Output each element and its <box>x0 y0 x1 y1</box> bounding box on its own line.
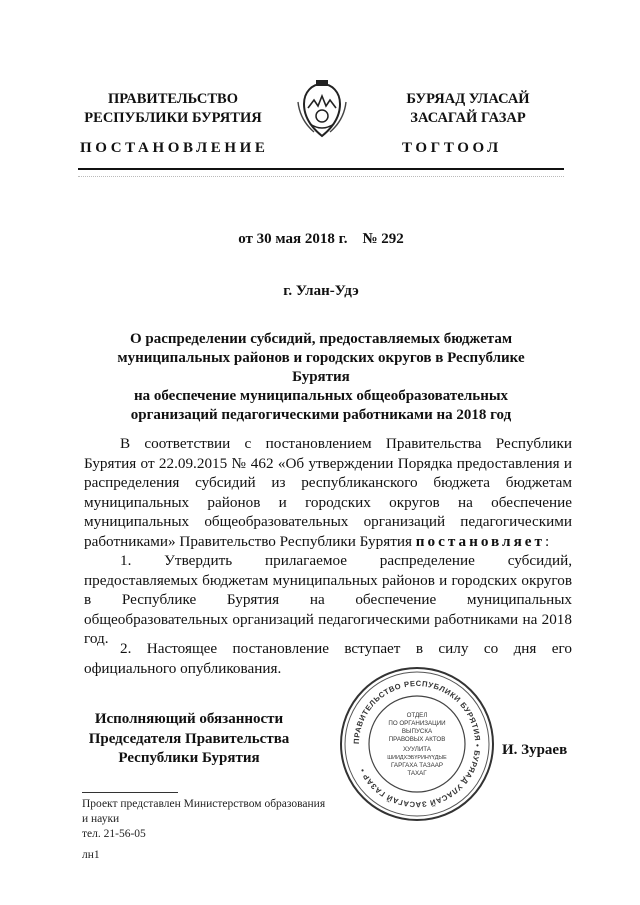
header-right-line2: ЗАСАГАЙ ГАЗАР <box>410 110 526 126</box>
footer-code: лн1 <box>82 849 100 861</box>
seal-center-4: ПРАВОВЫХ АКТОВ <box>388 736 446 743</box>
title-line2: муниципальных районов и городских округов в Республике Бурятия <box>117 350 525 385</box>
title-line1: О распределении субсидий, предоставляемых бюджетам <box>129 331 513 347</box>
footer-rule <box>82 792 178 793</box>
decree-word: постановляет <box>415 532 545 550</box>
footer-line2: и науки <box>82 813 120 825</box>
header-left-line1: ПРАВИТЕЛЬСТВО <box>108 91 238 107</box>
doc-type-ru: ПОСТАНОВЛЕНИЕ <box>80 140 269 156</box>
official-seal-icon <box>338 665 496 823</box>
item-1-paragraph <box>84 551 572 649</box>
svg-text:ПРАВИТЕЛЬСТВО РЕСПУБЛИКИ БУРЯТ <box>352 679 482 809</box>
buryatia-coat-of-arms-icon <box>294 80 350 140</box>
header-right-line1: БУРЯАД УЛАСАЙ <box>406 91 530 107</box>
header-left-line2: РЕСПУБЛИКИ БУРЯТИЯ <box>84 110 262 126</box>
seal-center-2: ПО ОРГАНИЗАЦИИ <box>388 720 446 727</box>
signature-line2: Председателя Правительства <box>88 730 290 747</box>
signer-name: И. Зураев <box>502 742 568 758</box>
date-number: от 30 мая 2018 г. № 292 <box>238 231 404 247</box>
seal-center-7: ГАРГАХА ТАЗААР <box>391 762 443 769</box>
city: г. Улан-Удэ <box>283 283 359 299</box>
footer-line1: Проект представлен Министерством образования <box>82 798 326 810</box>
signature-line3: Республики Бурятия <box>118 750 260 766</box>
doc-type-bua: ТОГТООЛ <box>402 140 502 156</box>
seal-center-3: ВЫПУСКА <box>401 728 433 735</box>
signature-block <box>78 710 300 769</box>
signature-line1: Исполняющий обязанности <box>94 711 284 727</box>
footer-phone: тел. 21-56-05 <box>82 828 146 840</box>
header-rule <box>78 168 564 170</box>
title-line4: организаций педагогическими работниками на 2018 год <box>130 407 512 423</box>
title-line3: на обеспечение муниципальных общеобразовательных <box>133 388 509 404</box>
seal-center-6: ШИИДХЭБҮРИНҮҮДЫЕ <box>387 755 447 761</box>
item-1-text: 1. Утвердить прилагаемое распределение субсидий, предоставляемых бюджетам муниципальных районов и городских округов в Республике Бурятия на обеспечение муниципальных общеобразовательных организаций педагогическими работниками на 2018 год. <box>84 552 572 648</box>
item-2-paragraph <box>84 639 572 678</box>
item-2-text: 2. Настоящее постановление вступает в силу со дня его официального опубликования. <box>84 640 572 677</box>
preamble-paragraph <box>84 434 572 552</box>
seal-center-8: ТАХАГ <box>407 770 427 777</box>
header-dotted-rule <box>78 176 564 177</box>
preamble-text: В соответствии с постановлением Правительства Республики Бурятия от 22.09.2015 № 462 «Об утверждении Порядка предоставления и распределения субсидий из республиканского бюджета бюджетам муниципальных районов и городских округов на обеспечение муниципальных общеобразовательных организаций педагогическими работниками» Правительство Республики Бурятия <box>84 435 572 550</box>
header-left <box>78 90 268 128</box>
header-right <box>378 90 558 128</box>
seal-center-1: ОТДЕЛ <box>406 712 428 719</box>
seal-ring-text: ПРАВИТЕЛЬСТВО РЕСПУБЛИКИ БУРЯТИЯ • БУРЯАД УЛАСАЙ ЗАСАГАЙ ГАЗАР • <box>351 678 483 810</box>
seal-center-5: ХУУЛИТА <box>403 746 431 753</box>
document-title <box>100 330 542 425</box>
decree-colon: : <box>544 532 550 550</box>
